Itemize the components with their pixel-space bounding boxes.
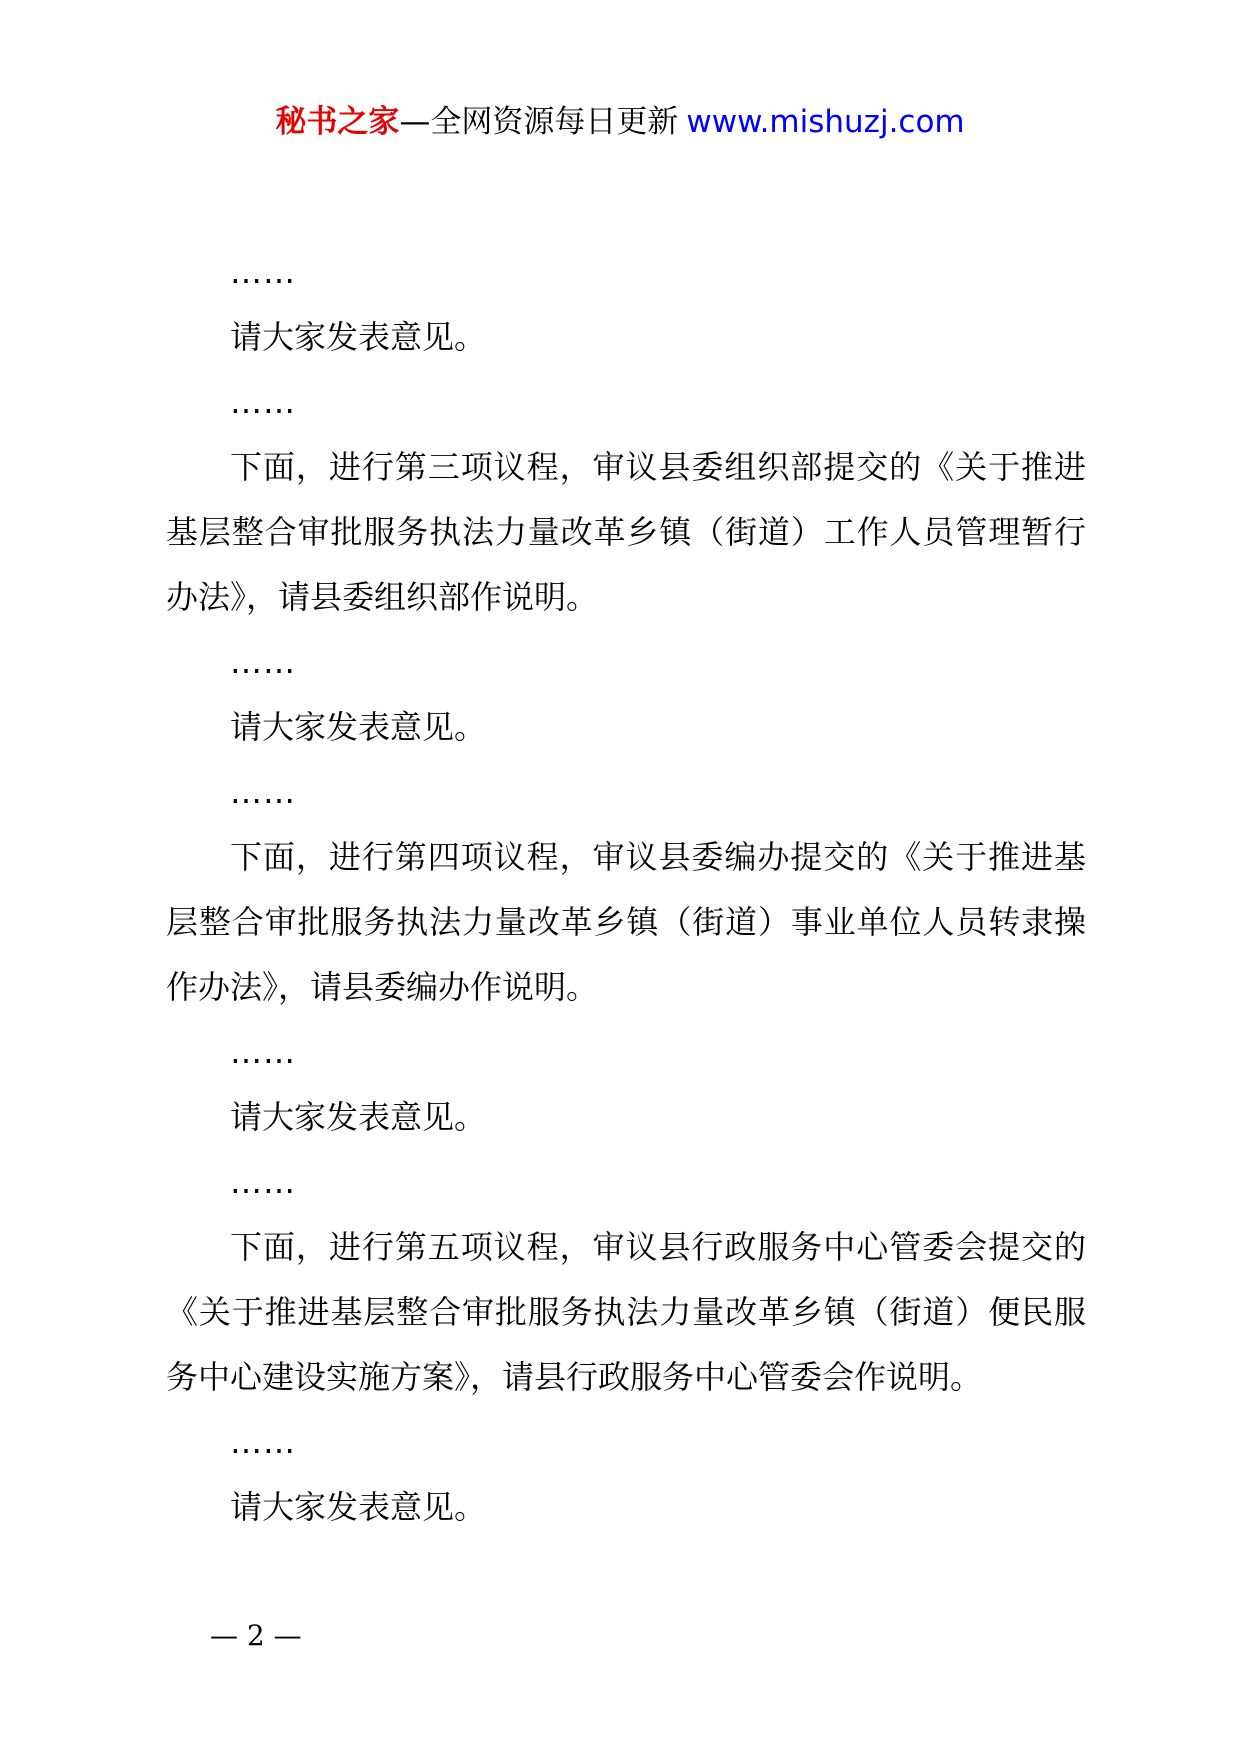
ellipsis-line: …… bbox=[230, 1033, 296, 1071]
agenda-item-4: 下面，进行第四项议程，审议县委编办提交的《关于推进基层整合审批服务执法力量改革乡镇（街道）事业单位人员转隶操作办法》，请县委编办作说明。 bbox=[166, 838, 1086, 1006]
ellipsis-line: …… bbox=[230, 773, 296, 811]
ellipsis-line: …… bbox=[230, 1163, 296, 1201]
ellipsis-line: …… bbox=[230, 253, 296, 291]
prompt-line: 请大家发表意见。 bbox=[230, 318, 487, 356]
header-url-link[interactable]: www.mishuzj.com bbox=[686, 104, 965, 140]
ellipsis-line: …… bbox=[230, 643, 296, 681]
prompt-line: 请大家发表意见。 bbox=[230, 1488, 487, 1526]
page-header bbox=[0, 100, 1240, 144]
document-body bbox=[166, 240, 1086, 1540]
agenda-item-5: 下面，进行第五项议程，审议县行政服务中心管委会提交的《关于推进基层整合审批服务执法力量改革乡镇（街道）便民服务中心建设实施方案》，请县行政服务中心管委会作说明。 bbox=[166, 1228, 1086, 1396]
page-number: — 2 — bbox=[210, 1619, 302, 1652]
brand-name: 秘书之家 bbox=[275, 104, 400, 140]
prompt-line: 请大家发表意见。 bbox=[230, 708, 487, 746]
agenda-item-3: 下面，进行第三项议程，审议县委组织部提交的《关于推进基层整合审批服务执法力量改革乡镇（街道）工作人员管理暂行办法》，请县委组织部作说明。 bbox=[166, 448, 1086, 616]
header-tagline: —全网资源每日更新 bbox=[399, 104, 679, 140]
prompt-line: 请大家发表意见。 bbox=[230, 1098, 487, 1136]
ellipsis-line: …… bbox=[230, 383, 296, 421]
ellipsis-line: …… bbox=[230, 1423, 296, 1461]
